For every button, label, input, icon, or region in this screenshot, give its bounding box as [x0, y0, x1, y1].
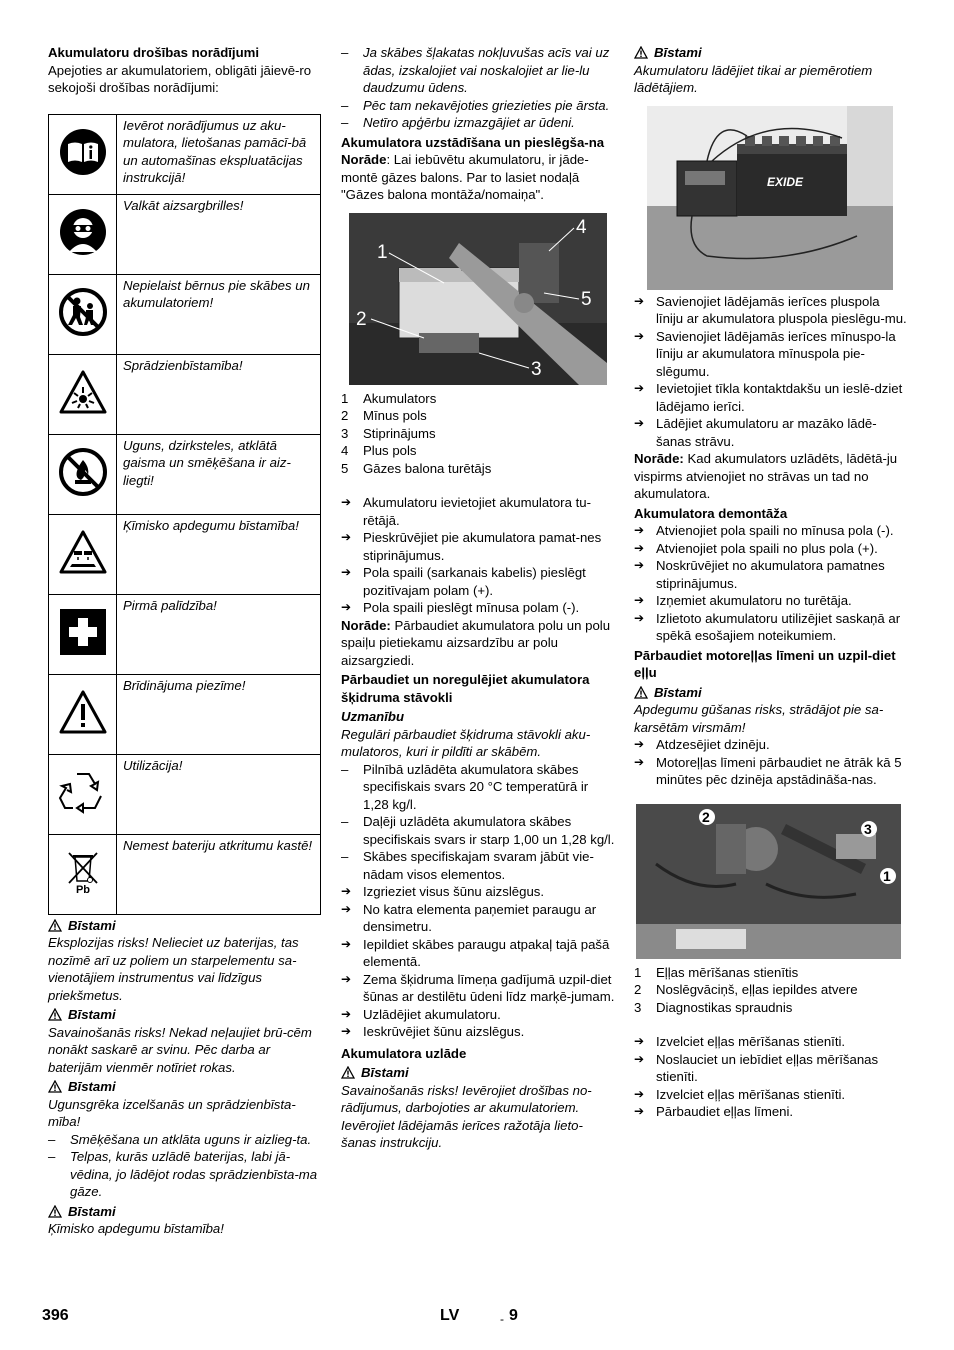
legend-item: 3 Diagnostikas spraudnis — [634, 999, 793, 1015]
danger-label: Bīstami — [48, 917, 324, 935]
step-item: ➔ Atvienojiet pola spaili no mīnusa pola (-). — [634, 523, 894, 538]
table-row — [49, 194, 321, 274]
callout-5: 5 — [581, 288, 592, 310]
arrow-icon: ➔ — [634, 1086, 645, 1101]
list-item: – Pilnībā uzlādēta akumulatora skābes specifiskais svars 20 °C temperatūrā ir 1,28 kg/l. — [341, 761, 589, 812]
step-item: ➔ Akumulatoru ievietojiet akumulatora tu-rētājā. — [341, 495, 591, 528]
step-item: ➔ Atvienojiet pola spaili no plus pola (+). — [634, 540, 878, 556]
warning-triangle-icon — [48, 1080, 62, 1093]
danger-label: Bīstami — [48, 1078, 324, 1096]
callout-1: 1 — [377, 241, 388, 263]
arrow-icon: ➔ — [634, 1034, 645, 1048]
arrow-icon: ➔ — [341, 565, 352, 579]
table-row — [49, 754, 321, 834]
battery-brand-label: EXIDE — [767, 174, 804, 189]
goggles-icon — [59, 208, 107, 256]
arrow-icon: ➔ — [634, 293, 645, 308]
arrow-icon: ➔ — [341, 600, 352, 614]
legend-item: 5 Gāzes balona turētājs — [341, 460, 492, 476]
table-row — [49, 594, 321, 674]
step-item: ➔ Zema šķidruma līmeņa gadījumā uzpil-diet šūnas ar destilētu ūdeni līdz marķē-jumam. — [341, 971, 615, 1004]
first-aid-icon — [59, 608, 107, 656]
callout-3: 3 — [864, 820, 872, 837]
section-heading: Pārbaudiet motoreļļas līmeni un uzpil-diet eļļu — [634, 647, 896, 680]
section-heading: Pārbaudiet un noregulējiet akumulatora šķidruma stāvokli — [341, 672, 590, 705]
danger-label: Bīstami — [634, 684, 908, 702]
warning-triangle-icon — [634, 46, 648, 59]
step-item: ➔ Izlietoto akumulatoru utilizējiet saskaņā ar spēkā esošajiem noteikumiem. — [634, 610, 901, 643]
symbol-text: Nepielaist bērnus pie skābes un akumulatoriem! — [117, 274, 321, 354]
step-item: ➔ Lādējiet akumulatoru ar mazāko lādē-šanas strāvu. — [634, 416, 877, 449]
table-row — [49, 834, 321, 914]
step-item: ➔ Ieskrūvējiet šūnu aizslēgus. — [341, 1024, 525, 1039]
warning-triangle-icon — [341, 1066, 355, 1079]
arrow-icon: ➔ — [634, 416, 645, 430]
arrow-icon: ➔ — [634, 540, 645, 555]
legend-item: 4 Plus pols — [341, 443, 417, 458]
legend-item: 2 Mīnus pols — [341, 408, 427, 423]
crossed-bin-icon — [63, 849, 103, 895]
engine-photo — [636, 804, 901, 959]
warning-triangle-icon — [48, 1205, 62, 1218]
arrow-icon: ➔ — [634, 381, 645, 395]
arrow-icon: ➔ — [341, 971, 352, 986]
step-item: ➔ Noskrūvējiet no akumulatora pamatnes stiprinājumus. — [634, 558, 885, 591]
arrow-icon: ➔ — [634, 754, 645, 769]
explosion-icon — [58, 369, 108, 415]
note-text: Norāde: Lai iebūvētu akumulatoru, ir jāde-montē gāzes balons. Par to lasiet nodaļā "Gāzes balona montāža/nomaiņa". — [341, 152, 589, 202]
intro-text: Apejoties ar akumulatoriem, obligāti jāievē-ro sekojoši drošības norādījumi: — [48, 62, 312, 95]
warning-triangle-icon — [48, 919, 62, 932]
manual-icon — [59, 128, 107, 176]
section-heading: Akumulatora demontāža — [634, 505, 788, 521]
arrow-icon: ➔ — [634, 610, 645, 625]
legend-item: 2 Noslēgvāciņš, eļļas iepildes atvere — [634, 982, 858, 997]
table-row — [49, 434, 321, 514]
no-children-icon — [58, 287, 108, 337]
charger-photo — [647, 106, 893, 290]
arrow-icon: ➔ — [341, 936, 352, 951]
symbol-text: Nemest bateriju atkritumu kastē! — [117, 834, 321, 914]
warning-triangle-icon — [634, 686, 648, 699]
symbol-text: Utilizācija! — [117, 754, 321, 834]
arrow-icon: ➔ — [634, 737, 645, 751]
step-item: ➔ No katra elementa paņemiet paraugu ar densimetru. — [341, 901, 597, 934]
section-heading: Akumulatoru drošības norādījumi — [48, 45, 260, 60]
warning-triangle-icon — [48, 1008, 62, 1021]
note-text: Norāde: Kad akumulators uzlādēts, lādētā-ju vispirms atvienojiet no strāvas un tad no akumulatora. — [634, 451, 898, 501]
chapter-page-number: 9 — [509, 1307, 518, 1324]
arrow-icon: ➔ — [341, 530, 352, 544]
step-item: ➔ Motoreļļas līmeni pārbaudiet ne ātrāk kā 5 minūtes pēc dzinēja apstādināša-nas. — [634, 754, 902, 787]
column-3 — [634, 44, 908, 1121]
step-item: ➔ Uzlādējiet akumulatoru. — [341, 1006, 501, 1022]
list-item: – Pēc tam nekavējoties griezieties pie ārsta. — [341, 97, 610, 113]
danger-text: Apdegumu gūšanas risks, strādājot pie sa-karsētām virsmām! — [634, 702, 884, 735]
step-item: ➔ Pārbaudiet eļļas līmeni. — [634, 1104, 794, 1119]
list-item: – Telpas, kurās uzlādē baterijas, labi jā-vēdina, jo lādējot rodas sprādzienbīsta-ma gāze. — [48, 1149, 318, 1199]
arrow-icon: ➔ — [634, 558, 645, 572]
table-row — [49, 514, 321, 594]
note-text: Norāde: Pārbaudiet akumulatora polu un polu spaiļu pietiekamu aizsardzību ar polu aizsargziedi. — [341, 617, 611, 668]
section-heading: Akumulatora uzstādīšana un pieslēgša-na — [341, 134, 605, 150]
danger-label: Bīstami — [48, 1006, 324, 1024]
list-item: – Skābes specifiskajam svaram jābūt vie-nādam visos elementos. — [341, 849, 594, 882]
language-code: LV — [440, 1307, 460, 1324]
symbol-text: Uguns, dzirksteles, atklātā gaisma un smēķēšana ir aiz-liegti! — [117, 434, 321, 514]
step-item: ➔ Noslauciet un iebīdiet eļļas mērīšanas stienīti. — [634, 1051, 879, 1084]
danger-label: Bīstami — [48, 1203, 324, 1221]
footer-separator: - — [500, 1312, 504, 1326]
danger-text: Savainošanās risks! Ievērojiet drošības no-rādījumus, darbojoties ar akumulatoriem. Ievērojiet lādējamās ierīces ražotāja lieto-šanas instrukciju. — [341, 1082, 592, 1150]
warning-icon — [58, 689, 108, 735]
corrosive-icon — [58, 529, 108, 575]
symbol-text: Brīdinājuma piezīme! — [117, 674, 321, 754]
arrow-icon: ➔ — [634, 1104, 645, 1118]
recycle-icon — [57, 768, 109, 816]
arrow-icon: ➔ — [634, 523, 645, 537]
table-row — [49, 354, 321, 434]
table-row — [49, 674, 321, 754]
arrow-icon: ➔ — [634, 1051, 645, 1066]
danger-text: Ugunsgrēka izcelšanās un sprādzienbīsta-mība! — [48, 1096, 296, 1129]
arrow-icon: ➔ — [341, 1006, 352, 1021]
list-item: – Smēķēšana un atklāta uguns ir aizlieg-ta. — [48, 1131, 312, 1147]
caution-text: Regulāri pārbaudiet šķidruma stāvokli aku-mulatoros, kuri ir pildīti ar skābēm. — [341, 726, 591, 759]
step-item: ➔ Iepildiet skābes paraugu atpakaļ tajā pašā elementā. — [341, 936, 610, 969]
arrow-icon: ➔ — [341, 901, 352, 916]
arrow-icon: ➔ — [341, 495, 352, 509]
symbol-text: Ievērot norādījumus uz aku-mulatora, lietošanas pamācī-bā un automašīnas ekspluatācijas instrukcijā! — [117, 114, 321, 194]
callout-4: 4 — [576, 216, 587, 238]
no-fire-icon — [58, 447, 108, 497]
step-item: ➔ Izvelciet eļļas mērīšanas stienīti. — [634, 1034, 846, 1049]
pb-label: Pb — [75, 883, 90, 895]
step-item: ➔ Izņemiet akumulatoru no turētāja. — [634, 593, 852, 608]
danger-text: Akumulatoru lādējiet tikai ar piemērotiem lādētājiem. — [634, 62, 873, 95]
legend-item: 1 Eļļas mērīšanas stienītis — [634, 964, 799, 980]
callout-2: 2 — [356, 308, 367, 330]
symbol-text: Sprādzienbīstamība! — [117, 354, 321, 434]
table-row — [49, 274, 321, 354]
symbol-text: Valkāt aizsargbrilles! — [117, 194, 321, 274]
battery-photo — [349, 213, 607, 385]
callout-1: 1 — [883, 867, 891, 884]
callout-3: 3 — [531, 358, 542, 380]
list-item: – Ja skābes šļakatas nokļuvušas acīs vai uz ādas, izskalojiet vai noskalojiet ar lie-lu daudzumu ūdens. — [341, 45, 610, 95]
safety-symbol-table — [48, 114, 321, 915]
symbol-text: Pirmā palīdzība! — [117, 594, 321, 674]
arrow-icon: ➔ — [341, 884, 352, 898]
legend-item: 3 Stiprinājums — [341, 425, 436, 441]
step-item: ➔ Izgrieziet visus šūnu aizslēgus. — [341, 884, 545, 899]
step-item: ➔ Pola spaili (sarkanais kabelis) pieslēgt pozitīvajam polam (+). — [341, 565, 586, 598]
step-item: ➔ Pola spaili pieslēgt mīnusa polam (-). — [341, 600, 580, 615]
step-item: ➔ Pieskrūvējiet pie akumulatora pamat-nes stiprinājumus. — [341, 530, 602, 563]
danger-label: Bīstami — [634, 44, 908, 62]
list-item: – Daļēji uzlādēta akumulatora skābes specifiskais svars ir starp 1,00 un 1,28 kg/l. — [341, 814, 615, 847]
table-row — [49, 114, 321, 194]
list-item: – Netīro apģērbu izmazgājiet ar ūdeni. — [341, 115, 575, 130]
caution-label: Uzmanību — [341, 709, 405, 724]
callout-2: 2 — [702, 808, 710, 825]
step-item: ➔ Savienojiet lādējamās ierīces mīnuspo-la līniju ar akumulatora mīnuspola pie-slēgumu. — [634, 328, 896, 379]
step-item: ➔ Izvelciet eļļas mērīšanas stienīti. — [634, 1086, 846, 1102]
danger-text: Eksplozijas risks! Nelieciet uz baterijas, tas nozīmē arī uz poliem un starpelementu sa-vienotājiem instrumentus vai līdzīgus priekšmetus. — [48, 935, 299, 1003]
arrow-icon: ➔ — [341, 1024, 352, 1038]
legend-item: 1 Akumulators — [341, 390, 437, 406]
step-item: ➔ Atdzesējiet dzinēju. — [634, 737, 770, 752]
step-item: ➔ Ievietojiet tīkla kontaktdakšu un ieslē-dziet lādējamo ierīci. — [634, 381, 903, 414]
symbol-text: Ķīmisko apdegumu bīstamība! — [117, 514, 321, 594]
page-number: 396 — [42, 1307, 69, 1324]
step-item: ➔ Savienojiet lādējamās ierīces pluspola līniju ar akumulatora pluspola pieslēgu-mu. — [634, 293, 907, 326]
arrow-icon: ➔ — [634, 593, 645, 607]
danger-text: Ķīmisko apdegumu bīstamība! — [48, 1221, 224, 1236]
column-1 — [48, 44, 324, 1238]
arrow-icon: ➔ — [634, 328, 645, 343]
danger-label: Bīstami — [341, 1064, 615, 1082]
danger-text: Savainošanās risks! Nekad neļaujiet brū-cēm nonākt saskarē ar svinu. Pēc darba ar baterijām vienmēr notīriet rokas. — [48, 1024, 312, 1075]
column-2 — [341, 44, 615, 1152]
section-heading: Akumulatora uzlāde — [341, 1045, 467, 1061]
